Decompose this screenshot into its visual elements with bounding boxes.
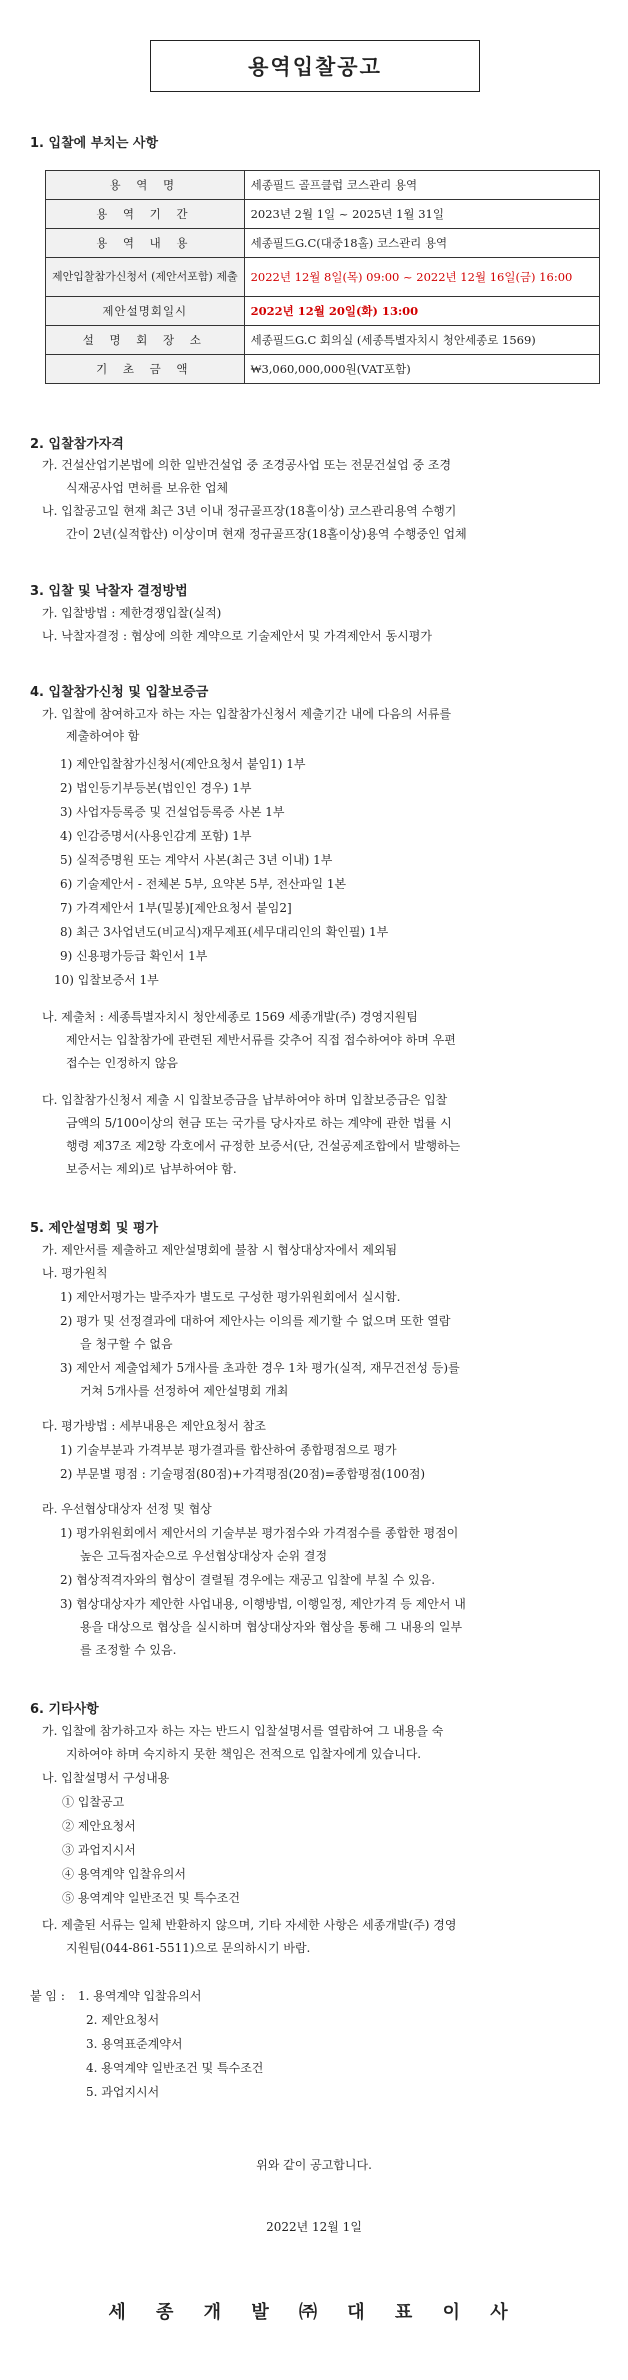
text-line: 지원팀(044-861-5511)으로 문의하시기 바람. bbox=[66, 1941, 311, 1955]
text-line: 높은 고득점자순으로 우선협상대상자 순위 결정 bbox=[80, 1549, 328, 1563]
text-line: 나. 입찰공고일 현재 최근 3년 이내 정규골프장(18홀이상) 코스관리용역 수행기 bbox=[42, 504, 457, 518]
closing-text: 위와 같이 공고합니다. bbox=[256, 2158, 372, 2172]
text-line: 보증서는 제외)로 납부하여야 함. bbox=[66, 1162, 237, 1176]
page-title: 용역입찰공고 bbox=[150, 40, 480, 92]
row-label: 용 역 내 용 bbox=[46, 229, 245, 258]
text-line: 를 조정할 수 있음. bbox=[80, 1643, 177, 1657]
row-value: 세종필드 골프클럽 코스관리 용역 bbox=[244, 171, 599, 200]
table-row bbox=[46, 258, 600, 297]
text-line: 제안서는 입찰참가에 관련된 제반서류를 갖추어 직접 접수하여야 하며 우편 bbox=[66, 1033, 456, 1047]
text-line: 나. 입찰설명서 구성내용 bbox=[42, 1771, 170, 1785]
list-item: ① 입찰공고 bbox=[62, 1795, 125, 1809]
row-label: 제안설명회일시 bbox=[46, 297, 245, 326]
text-line: 식재공사업 면허를 보유한 업체 bbox=[66, 481, 229, 495]
list-item: ③ 과업지시서 bbox=[62, 1843, 136, 1857]
signature: 세 종 개 발 ㈜ 대 표 이 사 bbox=[108, 2302, 520, 2323]
row-value: 세종필드G.C(대중18홀) 코스관리 용역 bbox=[244, 229, 599, 258]
text-line: 간이 2년(실적합산) 이상이며 현재 정규골프장(18홀이상)용역 수행중인 업체 bbox=[66, 527, 467, 541]
text-line: 가. 제안서를 제출하고 제안설명회에 불참 시 협상대상자에서 제외됨 bbox=[42, 1243, 398, 1257]
text-line: 가. 입찰에 참여하고자 하는 자는 입찰참가신청서 제출기간 내에 다음의 서류를 bbox=[42, 707, 452, 721]
list-item: 3) 협상대상자가 제안한 사업내용, 이행방법, 이행일정, 제안가격 등 제안서 내 bbox=[60, 1597, 466, 1611]
section-2-heading: 2. 입찰참가자격 bbox=[30, 437, 124, 452]
list-item: 5. 과업지시서 bbox=[86, 2085, 160, 2099]
list-item: 3) 제안서 제출업체가 5개사를 초과한 경우 1차 평가(실적, 재무건전성 등)를 bbox=[60, 1361, 460, 1375]
list-item: 1. 용역계약 입찰유의서 bbox=[78, 1989, 202, 2003]
row-label: 제안입찰참가신청서 (제안서포함) 제출 bbox=[46, 258, 245, 297]
table-row bbox=[46, 229, 600, 258]
list-item: 10) 입찰보증서 1부 bbox=[54, 973, 159, 987]
list-item: 7) 가격제안서 1부(밀봉)[제안요청서 붙임2] bbox=[60, 901, 292, 915]
text-line: 제출하여야 함 bbox=[66, 729, 140, 743]
info-table bbox=[45, 170, 600, 384]
text-line: 접수는 인정하지 않음 bbox=[66, 1056, 178, 1070]
list-item: 2) 부문별 평점 : 기술평점(80점)+가격평점(20점)=종합평점(100점) bbox=[60, 1467, 426, 1481]
list-item: 1) 제안입찰참가신청서(제안요청서 붙임1) 1부 bbox=[60, 757, 306, 771]
list-item: 4. 용역계약 일반조건 및 특수조건 bbox=[86, 2061, 264, 2075]
table-row bbox=[46, 326, 600, 355]
table-row bbox=[46, 200, 600, 229]
table-row bbox=[46, 297, 600, 326]
text-line: 금액의 5/100이상의 현금 또는 국가를 당사자로 하는 계약에 관한 법률 시 bbox=[66, 1116, 452, 1130]
list-item: ⑤ 용역계약 일반조건 및 특수조건 bbox=[62, 1891, 240, 1905]
row-value: 2022년 12월 8일(목) 09:00 ~ 2022년 12월 16일(금) 16:00 bbox=[244, 258, 599, 297]
text-line: 나. 낙찰자결정 : 협상에 의한 계약으로 기술제안서 및 가격제안서 동시평가 bbox=[42, 629, 432, 643]
row-label: 기 초 금 액 bbox=[46, 355, 245, 384]
text-line: 거쳐 5개사를 선정하여 제안설명회 개최 bbox=[80, 1384, 289, 1398]
list-item: 5) 실적증명원 또는 계약서 사본(최근 3년 이내) 1부 bbox=[60, 853, 333, 867]
list-item: ② 제안요청서 bbox=[62, 1819, 136, 1833]
list-item: 2) 협상적격자와의 협상이 결렬될 경우에는 재공고 입찰에 부칠 수 있음. bbox=[60, 1573, 436, 1587]
attachment-label: 붙 임 : bbox=[30, 1989, 65, 2003]
list-item: 1) 평가위원회에서 제안서의 기술부분 평가점수와 가격점수를 종합한 평점이 bbox=[60, 1526, 459, 1540]
row-label: 용 역 기 간 bbox=[46, 200, 245, 229]
text-line: 나. 제출처 : 세종특별자치시 청안세종로 1569 세종개발(주) 경영지원팀 bbox=[42, 1010, 418, 1024]
text-line: 을 청구할 수 없음 bbox=[80, 1337, 173, 1351]
section-1-heading: 1. 입찰에 부치는 사항 bbox=[30, 136, 159, 151]
list-item: 9) 신용평가등급 확인서 1부 bbox=[60, 949, 208, 963]
list-item: 3) 사업자등록증 및 건설업등록증 사본 1부 bbox=[60, 805, 285, 819]
notice-date: 2022년 12월 1일 bbox=[266, 2220, 362, 2234]
text-line: 라. 우선협상대상자 선정 및 협상 bbox=[42, 1502, 212, 1516]
row-label: 설 명 회 장 소 bbox=[46, 326, 245, 355]
list-item: 1) 제안서평가는 발주자가 별도로 구성한 평가위원회에서 실시함. bbox=[60, 1290, 401, 1304]
text-line: 다. 제출된 서류는 일체 반환하지 않으며, 기타 자세한 사항은 세종개발(주) 경영 bbox=[42, 1918, 457, 1932]
row-value: 세종필드G.C 회의실 (세종특별자치시 청안세종로 1569) bbox=[244, 326, 599, 355]
list-item: 6) 기술제안서 - 전체본 5부, 요약본 5부, 전산파일 1본 bbox=[60, 877, 347, 891]
text-line: 용을 대상으로 협상을 실시하며 협상대상자와 협상을 통해 그 내용의 일부 bbox=[80, 1620, 463, 1634]
table-row bbox=[46, 355, 600, 384]
list-item: 3. 용역표준계약서 bbox=[86, 2037, 183, 2051]
table-row bbox=[46, 171, 600, 200]
list-item: 2) 평가 및 선정결과에 대하여 제안사는 이의를 제기할 수 없으며 또한 열람 bbox=[60, 1314, 451, 1328]
section-6-heading: 6. 기타사항 bbox=[30, 1702, 99, 1717]
row-value: ₩3,060,000,000원(VAT포함) bbox=[244, 355, 599, 384]
list-item: 2) 법인등기부등본(법인인 경우) 1부 bbox=[60, 781, 252, 795]
list-item: 8) 최근 3사업년도(비교식)재무제표(세무대리인의 확인필) 1부 bbox=[60, 925, 389, 939]
row-label: 용 역 명 bbox=[46, 171, 245, 200]
list-item: 2. 제안요청서 bbox=[86, 2013, 160, 2027]
text-line: 다. 평가방법 : 세부내용은 제안요청서 참조 bbox=[42, 1419, 266, 1433]
section-4-heading: 4. 입찰참가신청 및 입찰보증금 bbox=[30, 685, 209, 700]
text-line: 가. 건설산업기본법에 의한 일반건설업 중 조경공사업 또는 전문건설업 중 조경 bbox=[42, 458, 452, 472]
row-value: 2023년 2월 1일 ~ 2025년 1월 31일 bbox=[244, 200, 599, 229]
list-item: 4) 인감증명서(사용인감계 포함) 1부 bbox=[60, 829, 252, 843]
list-item: ④ 용역계약 입찰유의서 bbox=[62, 1867, 186, 1881]
text-line: 나. 평가원칙 bbox=[42, 1266, 108, 1280]
text-line: 지하여야 하며 숙지하지 못한 책임은 전적으로 입찰자에게 있습니다. bbox=[66, 1747, 422, 1761]
text-line: 가. 입찰방법 : 제한경쟁입찰(실적) bbox=[42, 606, 222, 620]
text-line: 가. 입찰에 참가하고자 하는 자는 반드시 입찰설명서를 열람하여 그 내용을 숙 bbox=[42, 1724, 444, 1738]
row-value: 2022년 12월 20일(화) 13:00 bbox=[244, 297, 599, 326]
section-3-heading: 3. 입찰 및 낙찰자 결정방법 bbox=[30, 584, 188, 599]
section-5-heading: 5. 제안설명회 및 평가 bbox=[30, 1221, 159, 1236]
list-item: 1) 기술부분과 가격부분 평가결과를 합산하여 종합평점으로 평가 bbox=[60, 1443, 397, 1457]
text-line: 행령 제37조 제2항 각호에서 규정한 보증서(단, 건설공제조합에서 발행하는 bbox=[66, 1139, 461, 1153]
text-line: 다. 입찰참가신청서 제출 시 입찰보증금을 납부하여야 하며 입찰보증금은 입찰 bbox=[42, 1093, 448, 1107]
